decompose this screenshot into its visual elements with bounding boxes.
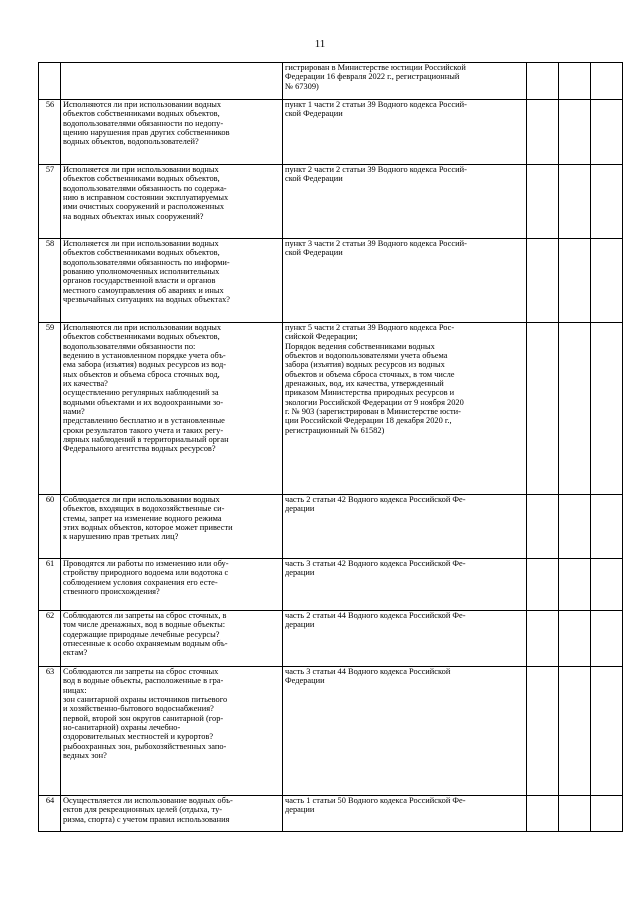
question-line: вод в водные объекты, расположенные в гра- xyxy=(63,676,224,686)
question-line: лярных наблюдений в территориальный орган xyxy=(63,435,229,445)
answer-no-cell[interactable] xyxy=(559,796,591,832)
table-row xyxy=(39,495,623,559)
answer-no-cell[interactable] xyxy=(559,323,591,495)
question-line: Федерального агентства водных ресурсов? xyxy=(63,444,216,454)
question-line: органов государственной власти и органов xyxy=(63,276,216,286)
answer-yes-cell[interactable] xyxy=(527,796,559,832)
table-row xyxy=(39,165,623,239)
reference-line: часть 1 статьи 50 Водного кодекса Российской Фе- xyxy=(285,796,466,805)
answer-yes-cell[interactable] xyxy=(527,559,559,611)
question-line: стемы, запрет на изменение водного режима xyxy=(63,513,222,523)
question-line: Исполняется ли при использовании водных xyxy=(63,239,219,248)
requirement-question xyxy=(61,667,283,796)
question-line: Соблюдаются ли запреты на сброс сточных, в xyxy=(63,611,227,620)
question-line: объектов собственниками водных объектов, xyxy=(63,248,220,258)
legal-reference xyxy=(283,796,527,832)
question-line: ема забора (изъятия) водных ресурсов из вод- xyxy=(63,360,227,370)
reference-line: дерации xyxy=(285,568,315,578)
legal-reference xyxy=(283,495,527,559)
row-number: 61 xyxy=(39,559,61,611)
reference-line: часть 3 статьи 44 Водного кодекса Российской xyxy=(285,667,451,676)
requirement-question xyxy=(61,611,283,667)
reference-line: приказом Министерства природных ресурсов и xyxy=(285,388,455,398)
answer-na-cell[interactable] xyxy=(591,796,623,832)
table-row xyxy=(39,611,623,667)
answer-no-cell[interactable] xyxy=(559,63,591,100)
question-line: водопользователями обязанность по информи- xyxy=(63,257,230,267)
answer-yes-cell[interactable] xyxy=(527,323,559,495)
reference-line: ской Федерации xyxy=(285,248,343,258)
question-line: водопользователями обязанность по содержа- xyxy=(63,183,227,193)
answer-yes-cell[interactable] xyxy=(527,667,559,796)
row-number: 56 xyxy=(39,100,61,165)
legal-reference xyxy=(283,239,527,323)
question-line: водными объектами и их водоохранными зо- xyxy=(63,397,224,407)
reference-line: объектов и объема сброса сточных, в том числе xyxy=(285,369,455,379)
question-line: Проводятся ли работы по изменению или обу- xyxy=(63,559,229,568)
question-line: рованию уполномоченных исполнительных xyxy=(63,267,220,277)
row-number: 62 xyxy=(39,611,61,667)
question-line: ектам? xyxy=(63,648,88,658)
answer-na-cell[interactable] xyxy=(591,559,623,611)
reference-line: дерации xyxy=(285,504,315,514)
question-line: но-санитарной) охраны лечебно- xyxy=(63,723,181,733)
question-line: ризма, спорта) с учетом правил использования xyxy=(63,814,230,824)
question-line: оздоровительных местностей и курортов? xyxy=(63,732,214,742)
reference-line: гистрирован в Министерстве юстиции Российской xyxy=(285,63,466,72)
reference-line: ской Федерации xyxy=(285,109,343,119)
answer-yes-cell[interactable] xyxy=(527,495,559,559)
reference-line: № 67309) xyxy=(285,81,319,91)
reference-line: дренажных, вод, их качества, утвержденный xyxy=(285,379,444,389)
table-row xyxy=(39,667,623,796)
row-number: 63 xyxy=(39,667,61,796)
answer-no-cell[interactable] xyxy=(559,165,591,239)
answer-na-cell[interactable] xyxy=(591,239,623,323)
question-line: соблюдением условия сохранения его есте- xyxy=(63,577,218,587)
answer-yes-cell[interactable] xyxy=(527,611,559,667)
reference-line: Федерации 16 февраля 2022 г., регистрационный xyxy=(285,72,460,82)
row-number: 60 xyxy=(39,495,61,559)
reference-line: регистрационный № 61582) xyxy=(285,425,385,435)
reference-line: объектов и водопользователями учета объема xyxy=(285,351,448,361)
question-line: их качества? xyxy=(63,379,108,389)
legal-reference xyxy=(283,63,527,100)
requirements-table xyxy=(38,62,623,832)
question-line: Соблюдается ли при использовании водных xyxy=(63,495,220,504)
answer-no-cell[interactable] xyxy=(559,100,591,165)
legal-reference xyxy=(283,559,527,611)
answer-no-cell[interactable] xyxy=(559,495,591,559)
answer-no-cell[interactable] xyxy=(559,239,591,323)
question-line: ведению в установленном порядке учета объ- xyxy=(63,351,226,361)
requirement-question xyxy=(61,559,283,611)
question-line: чрезвычайных ситуациях на водных объектах? xyxy=(63,295,230,305)
question-line: водных объектов, водопользователей? xyxy=(63,137,199,147)
legal-reference xyxy=(283,100,527,165)
reference-line: часть 2 статьи 44 Водного кодекса Российской Фе- xyxy=(285,611,466,620)
legal-reference xyxy=(283,611,527,667)
answer-yes-cell[interactable] xyxy=(527,165,559,239)
question-line: объектов собственниками водных объектов, xyxy=(63,109,220,119)
table-row xyxy=(39,796,623,832)
reference-line: пункт 5 части 2 статьи 39 Водного кодекса Рос- xyxy=(285,323,455,332)
question-line: нами? xyxy=(63,407,85,417)
reference-line: сийской Федерации; xyxy=(285,332,358,342)
question-line: нию в исправном состоянии эксплуатируемых xyxy=(63,193,229,203)
row-number xyxy=(39,63,61,100)
question-line: Осуществляется ли использование водных объ- xyxy=(63,796,233,805)
reference-line: пункт 3 части 2 статьи 39 Водного кодекса Россий- xyxy=(285,239,467,248)
row-number: 59 xyxy=(39,323,61,495)
answer-no-cell[interactable] xyxy=(559,611,591,667)
requirement-question xyxy=(61,495,283,559)
question-line: Соблюдаются ли запреты на сброс сточных xyxy=(63,667,219,676)
question-line: ственного происхождения? xyxy=(63,587,160,597)
answer-na-cell[interactable] xyxy=(591,323,623,495)
reference-line: часть 2 статьи 42 Водного кодекса Российской Фе- xyxy=(285,495,466,504)
question-line: том числе дренажных, вод в водные объекты: xyxy=(63,620,226,630)
question-line: осуществлению регулярных наблюдений за xyxy=(63,388,219,398)
question-line: представлению бесплатно и в установленные xyxy=(63,416,225,426)
table-row xyxy=(39,559,623,611)
question-line: стройству природного водоема или водотока с xyxy=(63,568,229,578)
legal-reference xyxy=(283,323,527,495)
requirement-question xyxy=(61,100,283,165)
answer-yes-cell[interactable] xyxy=(527,239,559,323)
question-line: и хозяйственно-бытового водоснабжения? xyxy=(63,704,214,714)
answer-na-cell[interactable] xyxy=(591,165,623,239)
question-line: этих водных объектов, которое может привести xyxy=(63,523,233,533)
answer-no-cell[interactable] xyxy=(559,559,591,611)
requirement-question xyxy=(61,239,283,323)
row-number: 64 xyxy=(39,796,61,832)
table-row xyxy=(39,239,623,323)
reference-line: забора (изъятия) водных ресурсов из водных xyxy=(285,360,445,370)
reference-line: г. № 903 (зарегистрирован в Министерстве юсти- xyxy=(285,407,461,417)
question-line: ектов для рекреационных целей (отдыха, ту- xyxy=(63,805,223,815)
row-number: 57 xyxy=(39,165,61,239)
answer-na-cell[interactable] xyxy=(591,667,623,796)
question-line: объектов собственниками водных объектов, xyxy=(63,174,220,184)
answer-na-cell[interactable] xyxy=(591,495,623,559)
answer-na-cell[interactable] xyxy=(591,100,623,165)
requirement-question xyxy=(61,165,283,239)
reference-line: пункт 1 части 2 статьи 39 Водного кодекса Россий- xyxy=(285,100,467,109)
legal-reference xyxy=(283,165,527,239)
question-line: водопользователями обязанности по: xyxy=(63,341,196,351)
question-line: к нарушению прав третьих лиц? xyxy=(63,532,179,542)
question-line: водопользователями обязанности по недопу- xyxy=(63,118,224,128)
table-row xyxy=(39,323,623,495)
question-line: Исполняются ли при использовании водных xyxy=(63,323,222,332)
question-line: ницах: xyxy=(63,685,87,695)
legal-reference xyxy=(283,667,527,796)
page-number: 11 xyxy=(314,38,326,50)
question-line: сроки результатов такого учета и таких регу- xyxy=(63,425,224,435)
reference-line: экологии Российской Федерации от 9 ноября 2020 xyxy=(285,397,464,407)
reference-line: Порядок ведения собственниками водных xyxy=(285,341,435,351)
question-line: щению нарушения прав других собственников xyxy=(63,128,230,138)
question-line: Исполняются ли при использовании водных xyxy=(63,100,222,109)
answer-yes-cell[interactable] xyxy=(527,63,559,100)
reference-line: дерации xyxy=(285,620,315,630)
question-line: ных объектов и объема сброса сточных вод, xyxy=(63,369,220,379)
answer-na-cell[interactable] xyxy=(591,611,623,667)
requirement-question xyxy=(61,63,283,100)
row-number: 58 xyxy=(39,239,61,323)
question-line: содержащие природные лечебные ресурсы? xyxy=(63,629,220,639)
question-line: ими очистных сооружений и расположенных xyxy=(63,202,225,212)
answer-yes-cell[interactable] xyxy=(527,100,559,165)
requirement-question xyxy=(61,323,283,495)
question-line: на водных объектах иных сооружений? xyxy=(63,211,204,221)
reference-line: дерации xyxy=(285,805,315,815)
question-line: объектов собственниками водных объектов, xyxy=(63,332,220,342)
question-line: отнесенные к особо охраняемым водным объ- xyxy=(63,639,228,649)
requirement-question xyxy=(61,796,283,832)
reference-line: часть 3 статьи 42 Водного кодекса Российской Фе- xyxy=(285,559,466,568)
question-line: зон санитарной охраны источников питьевого xyxy=(63,695,228,705)
reference-line: ской Федерации xyxy=(285,174,343,184)
reference-line: Федерации xyxy=(285,676,325,686)
question-line: Исполняется ли при использовании водных xyxy=(63,165,219,174)
question-line: рыбоохранных зон, рыбохозяйственных запо- xyxy=(63,741,227,751)
answer-na-cell[interactable] xyxy=(591,63,623,100)
table-row xyxy=(39,100,623,165)
question-line: первой, второй зон округов санитарной (гор- xyxy=(63,713,224,723)
question-line: ведных зон? xyxy=(63,751,107,761)
question-line: местного самоуправления об авариях и иных xyxy=(63,285,224,295)
table-row xyxy=(39,63,623,100)
reference-line: пункт 2 части 2 статьи 39 Водного кодекса Россий- xyxy=(285,165,467,174)
answer-no-cell[interactable] xyxy=(559,667,591,796)
question-line: объектов, входящих в водохозяйственные си- xyxy=(63,504,225,514)
reference-line: ции Российской Федерации 18 декабря 2020 г., xyxy=(285,416,452,426)
